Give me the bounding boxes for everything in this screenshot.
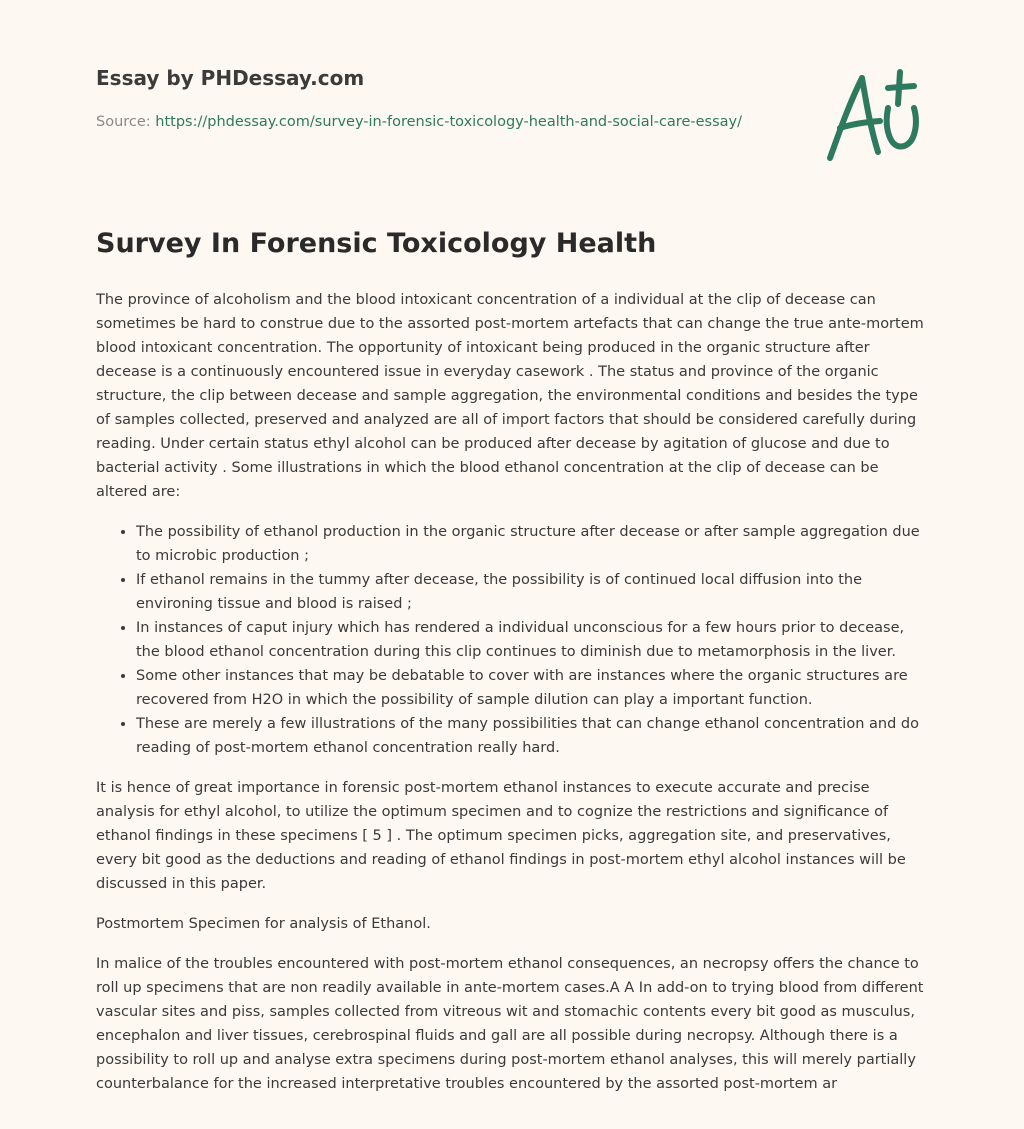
essay-body: [96, 226, 932, 1112]
list-item: • These are merely a few illustrations of the many possibilities that can change ethanol concentration and do reading of post-mortem ethanol concentration really hard.: [136, 712, 932, 760]
paragraph-intro: The province of alcoholism and the blood intoxicant concentration of a individual at the clip of decease can sometimes be hard to construe due to the assorted post-mortem artefacts that can change the true ante-mortem blood intoxicant concentration. The opportunity of intoxicant being produced in the organic structure after decease is a continuously encountered issue in everyday casework . The status and province of the organic structure, the clip between decease and sample aggregation, the environmental conditions and besides the type of samples collected, preserved and analyzed are all of import factors that should be considered carefully during reading. Under certain status ethyl alcohol can be produced after decease by agitation of glucose and due to bacterial activity . Some illustrations in which the blood ethanol concentration at the clip of decease can be altered are:: [96, 292, 924, 500]
list-item: • If ethanol remains in the tummy after decease, the possibility is of continued local diffusion into the environing tissue and blood is raised ;: [136, 568, 932, 616]
illustrations-list: [96, 520, 932, 760]
a-plus-grade-logo-icon: [818, 66, 928, 166]
list-item: • The possibility of ethanol production in the organic structure after decease or after sample aggregation due to microbic production ;: [136, 520, 932, 568]
source-line: [96, 110, 776, 135]
list-item: • Some other instances that may be debatable to cover with are instances where the organic structures are recovered from H2O in which the possibility of sample dilution can play a important function.: [136, 664, 932, 712]
source-link[interactable]: https://phdessay.com/survey-in-forensic-toxicology-health-and-social-care-essay/: [155, 114, 742, 130]
essay-header: [96, 64, 776, 135]
site-brand: Essay by PHDessay.com: [96, 66, 365, 90]
paragraph-necropsy: In malice of the troubles encountered with post-mortem ethanol consequences, an necropsy offers the chance to roll up specimens that are non readily available in ante-mortem cases.A A In add-on to trying blood from different vascular sites and piss, samples collected from vitreous wit and stomachic contents every bit good as musculus, encephalon and liver tissues, cerebrospinal fluids and gall are all possible during necropsy. Although there is a possibility to roll up and analyse extra specimens during post-mortem ethanol analyses, this will merely partially counterbalance for the increased interpretative troubles encountered by the assorted post-mortem ar: [96, 956, 924, 1092]
source-label: Source:: [96, 114, 156, 130]
paragraph-importance: It is hence of great importance in forensic post-mortem ethanol instances to execute accurate and precise analysis for ethyl alcohol, to utilize the optimum specimen and to cognize the restrictions and significance of ethanol findings in these specimens [ 5 ] . The optimum specimen picks, aggregation site, and preservatives, every bit good as the deductions and reading of ethanol findings in post-mortem ethyl alcohol instances will be discussed in this paper.: [96, 780, 906, 892]
list-item: • In instances of caput injury which has rendered a individual unconscious for a few hours prior to decease, the blood ethanol concentration during this clip continues to diminish due to metamorphosis in the liver.: [136, 616, 932, 664]
section-heading-specimen: Postmortem Specimen for analysis of Ethanol.: [96, 916, 431, 932]
essay-title: Survey In Forensic Toxicology Health: [96, 228, 657, 259]
